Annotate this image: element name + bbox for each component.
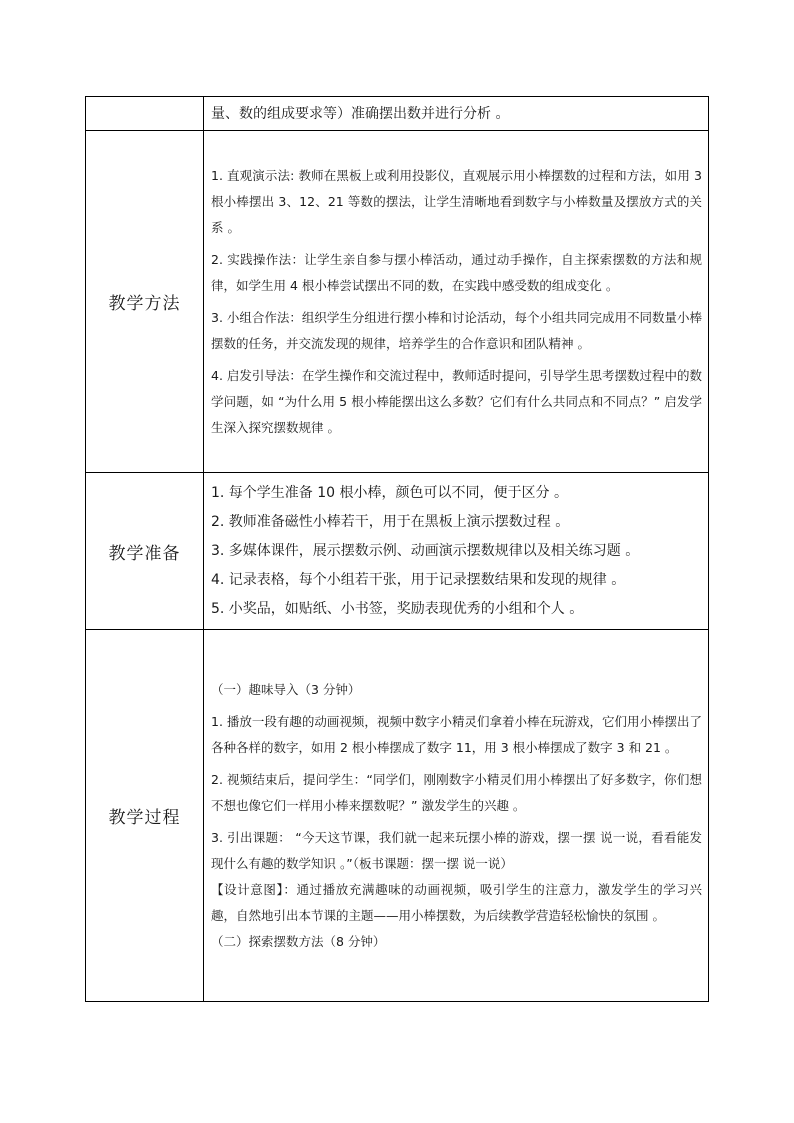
row-content-preparation [204,473,709,630]
method-item: 1. 直观演示法: 教师在黑板上或利用投影仪，直观展示用小棒摆数的过程和方法，如用 3 根小棒摆出 3、12、21 等数的摆法，让学生清晰地看到数字与小棒数量及摆放方式的关系 。 [211,167,702,235]
section-title-intro: （一）趣味导入（3 分钟） [211,681,361,697]
preparation-item: 2. 教师准备磁性小棒若干，用于在黑板上演示摆数过程 。 [211,513,570,530]
preparation-item: 1. 每个学生准备 10 根小棒，颜色可以不同，便于区分 。 [211,484,568,501]
row-label-methods: 教学方法 [86,131,204,473]
process-item: 1. 播放一段有趣的动画视频，视频中数字小精灵们拿着小棒在玩游戏，它们用小棒摆出了各种各样的数字，如用 2 根小棒摆成了数字 11，用 3 根小棒摆成了数字 3 和 21 。 [211,713,702,755]
table-row-top [86,97,709,131]
top-continuation-text: 量、数的组成要求等）准确摆出数并进行分析 。 [211,105,510,122]
row-content-process [204,630,709,1002]
preparation-item: 3. 多媒体课件，展示摆数示例、动画演示摆数规律以及相关练习题 。 [211,542,640,559]
design-intent [211,877,702,929]
design-intent-text: ：通过播放充满趣味的动画视频，吸引学生的注意力，激发学生的学习兴趣，自然地引出本节课的主题——用小棒摆数，为后续教学营造轻松愉快的氛围 。 [211,881,702,923]
row-label-preparation: 教学准备 [86,473,204,630]
lesson-plan-table [85,96,709,1002]
row-content-top [204,97,709,131]
row-label-process: 教学过程 [86,630,204,1002]
table-row-methods [86,131,709,473]
process-item: 3. 引出课题： “今天这节课，我们就一起来玩摆小棒的游戏，摆一摆 说一说，看看能发现什么有趣的数学知识 。”（板书课题：摆一摆 说一说） [211,829,702,871]
table-row-preparation [86,473,709,630]
method-item: 2. 实践操作法：让学生亲自参与摆小棒活动，通过动手操作，自主探索摆数的方法和规律，如学生用 4 根小棒尝试摆出不同的数，在实践中感受数的组成变化 。 [211,251,702,293]
section-title-explore: （二）探索摆数方法（8 分钟） [211,933,386,949]
preparation-item: 5. 小奖品，如贴纸、小书签，奖励表现优秀的小组和个人 。 [211,600,584,617]
method-item: 3. 小组合作法：组织学生分组进行摆小棒和讨论活动，每个小组共同完成用不同数量小棒摆数的任务，并交流发现的规律，培养学生的合作意识和团队精神 。 [211,309,702,351]
row-content-methods [204,131,709,473]
row-label-empty [86,97,204,131]
process-item: 2. 视频结束后，提问学生：“同学们，刚刚数字小精灵们用小棒摆出了好多数字，你们想不想也像它们一样用小棒来摆数呢？” 激发学生的兴趣 。 [211,771,702,813]
preparation-item: 4. 记录表格，每个小组若干张，用于记录摆数结果和发现的规律 。 [211,571,626,588]
method-item: 4. 启发引导法：在学生操作和交流过程中，教师适时提问，引导学生思考摆数过程中的数学问题，如 “为什么用 5 根小棒能摆出这么多数？它们有什么共同点和不同点？” 启发学生深入探究摆数规律 。 [211,367,702,435]
lesson-plan-page [85,96,709,1002]
table-row-process [86,630,709,1002]
design-intent-tag: 【设计意图】 [211,881,284,897]
